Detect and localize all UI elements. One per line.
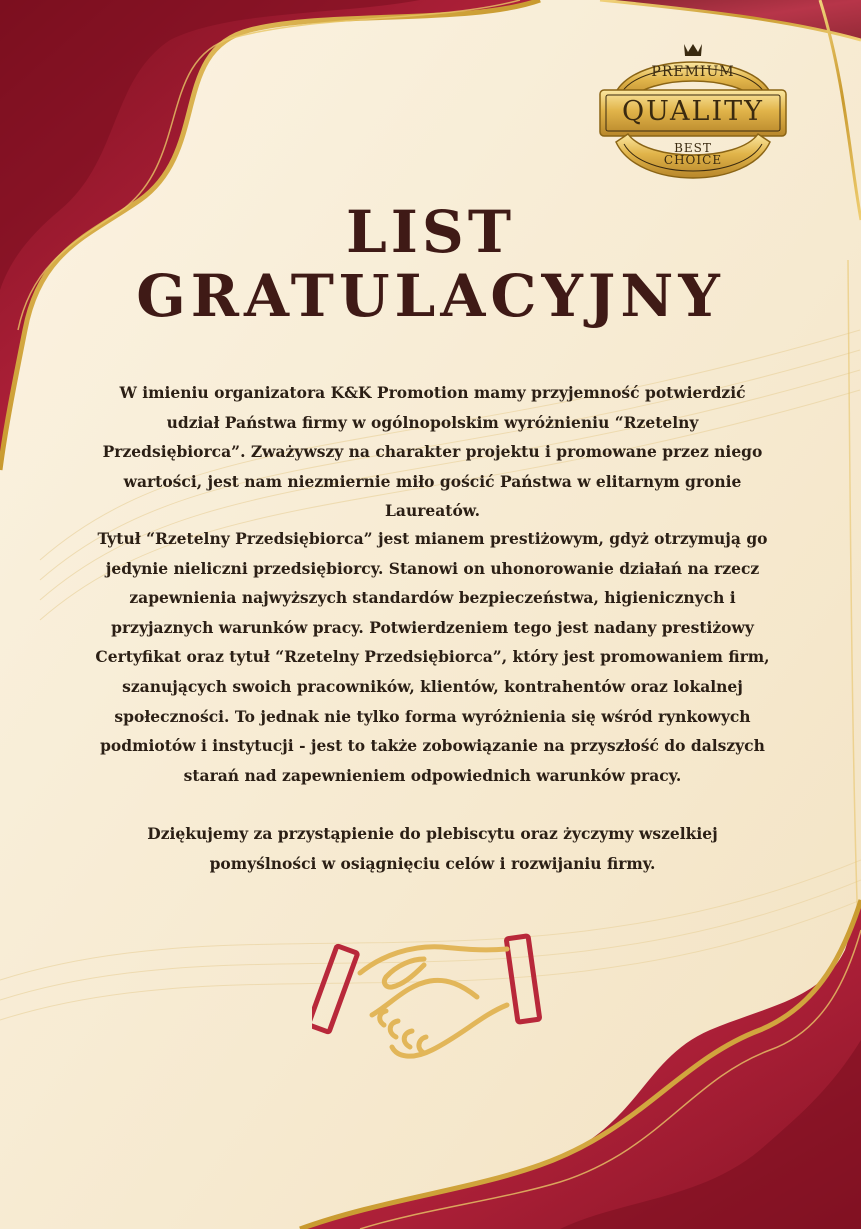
handshake-icon [312,925,552,1075]
paragraph-intro: W imieniu organizatora K&K Promotion mamy przyjemność potwierdzić udział Państwa firmy w ogólnopolskim wyróżnieniu “Rzetelny Przedsiębiorca”. Zważywszy na charakter projektu i promowane przez niego wartości, jest nam niezmiernie miło gościć Państwa w elitarnym gronie Laureatów. [102,383,763,521]
paragraph-title-description: Tytuł “Rzetelny Przedsiębiorca” jest mianem prestiżowym, gdyż otrzymują go jedynie nieliczni przedsiębiorcy. Stanowi on uhonorowanie działań na rzecz zapewnienia najwyższych standardów bezpieczeństwa, higienicznych i przyjaznych warunków pracy. Potwierdzeniem tego jest nadany prestiżowy Certyfikat oraz tytuł “Rzetelny Przedsiębiorca”, który jest promowaniem firm, szanujących swoich pracowników, klientów, kontrahentów oraz lokalnej społeczności. To jednak nie tylko forma wyróżnienia się wśród rynkowych podmiotów i instytucji - jest to także zobowiązanie na przyszłość do dalszych starań nad zapewnieniem odpowiednich warunków pracy. [95,529,770,785]
title-line-2: GRATULACYJNY [136,262,725,330]
badge-premium-text: PREMIUM [651,64,735,80]
badge-choice-text: CHOICE [663,153,723,167]
badge-quality-text: QUALITY [622,96,764,127]
paragraph-thanks: Dziękujemy za przystąpienie do plebiscytu oraz życzymy wszelkiej pomyślności w osiągnięciu celów i rozwijaniu firmy. [147,824,718,873]
badge-best-text: BEST [674,141,712,155]
title-line-1: LIST [346,198,515,266]
badge-best-choice-text [598,142,788,166]
premium-quality-badge [598,22,788,207]
